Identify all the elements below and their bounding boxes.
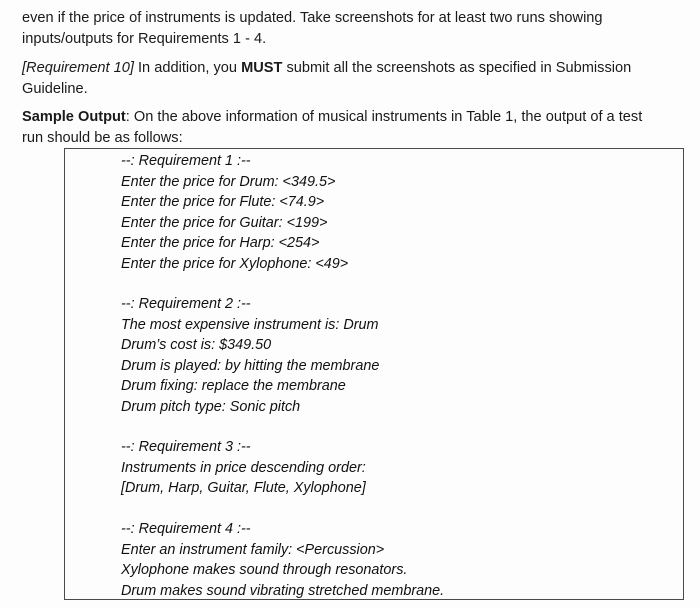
sample-output-label: Sample Output bbox=[22, 109, 126, 125]
output-line: Drum’s cost is: $349.50 bbox=[121, 337, 272, 353]
output-line: Enter the price for Drum: <349.5> bbox=[121, 173, 336, 190]
output-line: Drum fixing: replace the membrane bbox=[121, 378, 346, 394]
intro-line-2: inputs/outputs for Requirements 1 - 4. bbox=[22, 30, 267, 47]
requirement-10-label: [Requirement 10] bbox=[22, 60, 134, 76]
requirement-1-output bbox=[121, 151, 348, 274]
output-line: --: Requirement 3 :-- bbox=[121, 439, 251, 455]
output-line: The most expensive instrument is: Drum bbox=[121, 316, 379, 333]
output-line: Enter the price for Harp: <254> bbox=[121, 235, 320, 251]
output-line: [Drum, Harp, Guitar, Flute, Xylophone] bbox=[121, 480, 366, 496]
requirement-2-output bbox=[121, 294, 379, 417]
output-line: Drum makes sound vibrating stretched membrane. bbox=[121, 582, 445, 599]
output-line: Xylophone makes sound through resonators. bbox=[121, 562, 408, 578]
output-line: Enter an instrument family: <Percussion> bbox=[121, 541, 385, 558]
output-line: Enter the price for Flute: <74.9> bbox=[121, 194, 325, 210]
output-line: --: Requirement 4 :-- bbox=[121, 521, 251, 537]
sample-output-line-2: run should be as follows: bbox=[22, 129, 183, 146]
must-emphasis: MUST bbox=[241, 60, 283, 76]
requirement-10-text-b: submit all the screenshots as specified in Submission bbox=[282, 60, 632, 76]
output-line: --: Requirement 2 :-- bbox=[121, 296, 251, 312]
sample-output-paragraph bbox=[22, 107, 678, 148]
requirement-10-line-2: Guideline. bbox=[22, 80, 88, 97]
requirement-10-paragraph bbox=[22, 58, 678, 99]
output-line: Instruments in price descending order: bbox=[121, 459, 366, 476]
intro-line-1: even if the price of instruments is updated. Take screenshots for at least two runs showing bbox=[22, 10, 603, 26]
output-line: Drum is played: by hitting the membrane bbox=[121, 357, 380, 374]
requirement-3-output bbox=[121, 437, 366, 499]
output-line: Enter the price for Xylophone: <49> bbox=[121, 255, 349, 272]
output-line: --: Requirement 1 :-- bbox=[121, 153, 251, 169]
sample-output-text: : On the above information of musical instruments in Table 1, the output of a test bbox=[125, 109, 643, 125]
output-line: Enter the price for Guitar: <199> bbox=[121, 214, 328, 231]
requirement-4-output bbox=[121, 519, 444, 601]
output-line: Drum pitch type: Sonic pitch bbox=[121, 398, 301, 415]
requirement-10-text-a: In addition, you bbox=[133, 60, 242, 76]
intro-paragraph bbox=[22, 8, 678, 49]
sample-output-box bbox=[64, 148, 684, 600]
